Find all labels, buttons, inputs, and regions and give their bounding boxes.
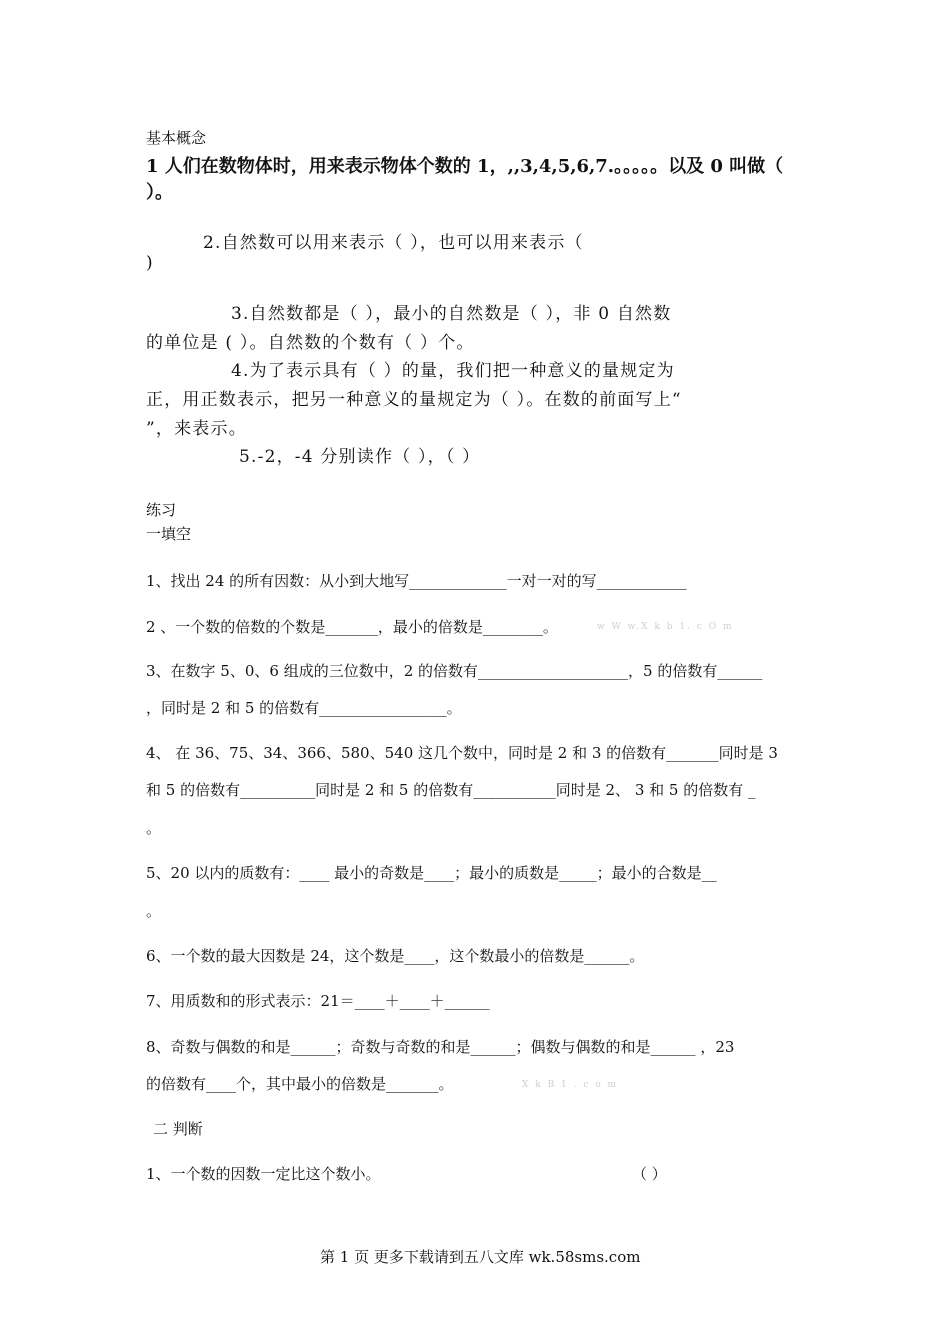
fill-question-1: 1、找出 24 的所有因数：从小到大地写_____________一对一对的写____________ xyxy=(146,572,687,590)
fill-question-5-line-1: 5、20 以内的质数有：____ 最小的奇数是____；最小的质数是_____；最小的合数是__ xyxy=(146,864,717,882)
fill-question-7: 7、用质数和的形式表示：21＝____＋____＋______ xyxy=(146,992,490,1010)
fill-question-3-line-1: 3、在数字 5、0、6 组成的三位数中，2 的倍数有____________________，5 的倍数有______ xyxy=(146,662,763,680)
fill-question-4-line-1: 4、 在 36、75、34、366、580、540 这几个数中，同时是 2 和 3 的倍数有_______同时是 3 xyxy=(146,744,778,762)
concept-item-2-line-2: ) xyxy=(146,253,154,273)
fill-question-8-line-1: 8、奇数与偶数的和是______；奇数与奇数的和是______；偶数与偶数的和是______ ，23 xyxy=(146,1038,735,1056)
concept-item-4-line-1: 4.为了表示具有（ ）的量，我们把一种意义的量规定为 xyxy=(231,361,675,381)
concept-item-5: 5.-2，-4 分别读作（ ），（ ） xyxy=(239,447,481,467)
watermark-text-2: X k B 1 . c o m xyxy=(522,1080,619,1090)
fill-question-2: 2 、一个数的倍数的个数是_______，最小的倍数是________。 xyxy=(146,618,558,636)
fill-question-4-line-3: 。 xyxy=(146,819,162,837)
concept-item-2-line-1: 2.自然数可以用来表示（ ），也可以用来表示（ xyxy=(203,233,584,253)
concept-item-3-line-1: 3.自然数都是（ ），最小的自然数是（ ），非 0 自然数 xyxy=(231,304,672,324)
concept-item-4-line-2: 正，用正数表示，把另一种意义的量规定为（ ）。在数的前面写上“ xyxy=(146,390,682,410)
page-footer: 第 1 页 更多下载请到五八文库 wk.58sms.com xyxy=(320,1248,641,1266)
concept-item-1-line-2: ）。 xyxy=(146,182,173,203)
concept-item-4-line-3: ”，来表示。 xyxy=(146,419,247,439)
fill-question-6: 6、一个数的最大因数是 24，这个数是____，这个数最小的倍数是______。 xyxy=(146,947,645,965)
judge-answer-bracket: （ ） xyxy=(632,1165,667,1183)
fill-question-5-line-2: 。 xyxy=(146,902,162,920)
concept-item-1-line-1: 1 人们在数物体时，用来表示物体个数的 1，,,3,4,5,6,7.。。。。。以及 0 叫做（ xyxy=(146,156,784,177)
concept-item-3-line-2: 的单位是 ( ）。自然数的个数有（ ）个。 xyxy=(146,333,475,353)
judge-question-1: 1、一个数的因数一定比这个数小。 xyxy=(146,1165,381,1183)
fill-question-4-line-2: 和 5 的倍数有__________同时是 2 和 5 的倍数有___________同时是 2、 3 和 5 的倍数有 _ xyxy=(146,781,756,799)
watermark-text-1: w W w.X k b 1. c O m xyxy=(597,622,734,632)
section-heading-concepts: 基本概念 xyxy=(146,129,207,147)
fill-question-8-line-2: 的倍数有____个，其中最小的倍数是_______。 xyxy=(146,1075,454,1093)
section-heading-judge: 二 判断 xyxy=(153,1120,203,1138)
fill-question-3-line-2: ，同时是 2 和 5 的倍数有_________________。 xyxy=(146,699,462,717)
fill-in-heading: 一填空 xyxy=(146,525,192,543)
section-heading-practice: 练习 xyxy=(146,501,177,519)
